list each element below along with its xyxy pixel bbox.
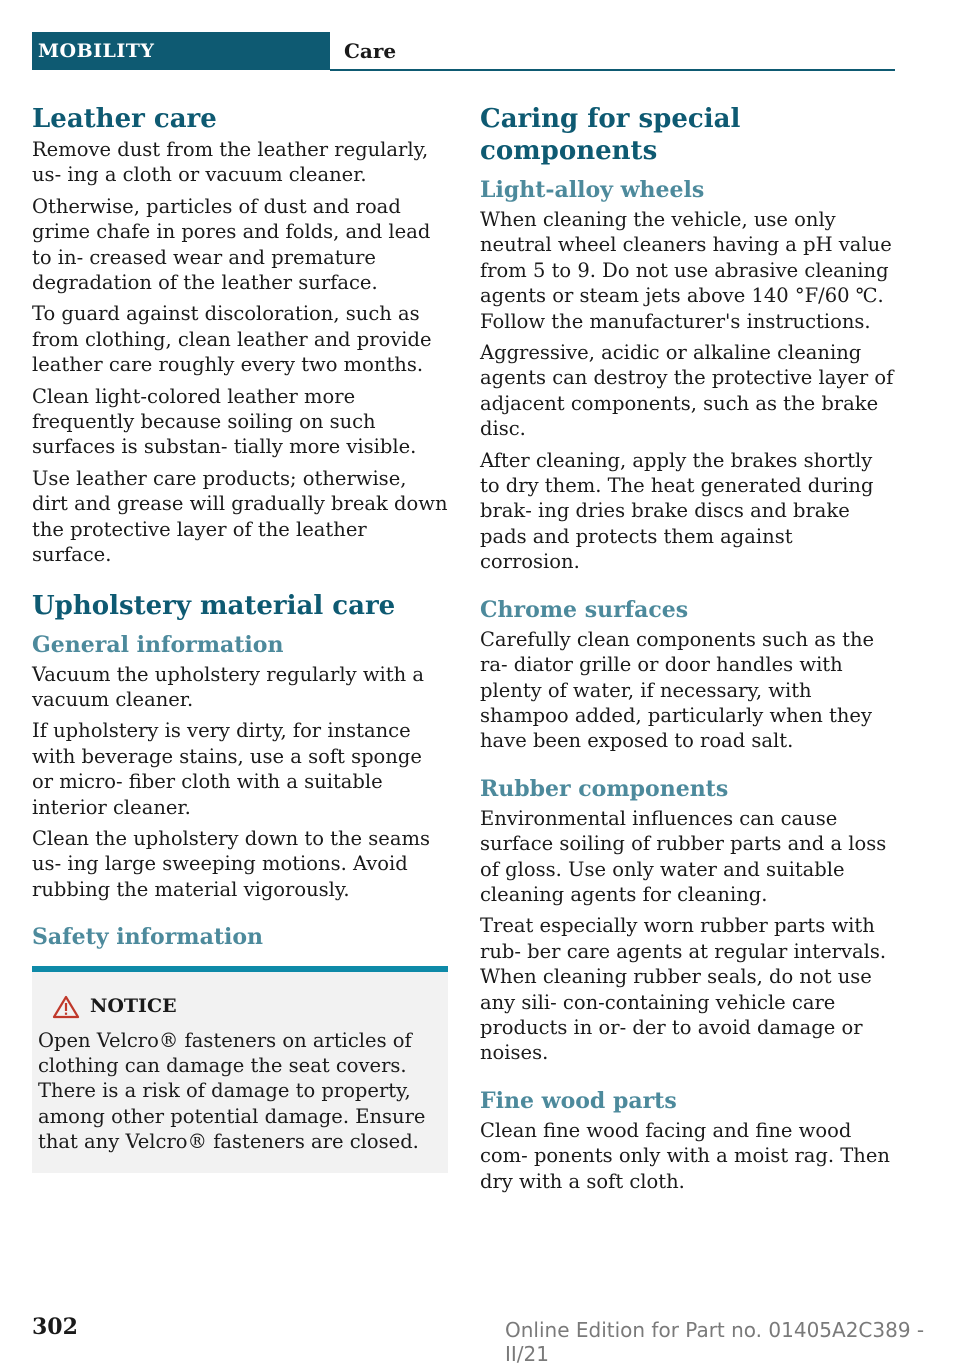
- heading-upholstery-care: Upholstery material care: [32, 590, 396, 621]
- page-number: 302: [32, 1314, 78, 1340]
- paragraph: To guard against discoloration, such as from clothing, clean leather and provide leather care roughly every two months.: [32, 302, 432, 377]
- paragraph: Otherwise, particles of dust and road grime chafe in pores and folds, and lead to in‐ creased wear and premature degradation of the leather surface.: [32, 194, 431, 295]
- subheading-safety-information: Safety information: [32, 924, 264, 951]
- subheading-rubber-components: Rubber components: [480, 775, 729, 802]
- paragraph: If upholstery is very dirty, for instance with beverage stains, use a soft sponge or micro‐ fiber cloth with a suitable interior cleaner.: [32, 719, 422, 819]
- heading-leather-care: Leather care: [32, 104, 217, 134]
- section-tab: MOBILITY: [32, 32, 330, 70]
- warning-triangle-icon: [52, 995, 80, 1019]
- paragraph: Clean the upholstery down to the seams us‐ ing large sweeping motions. Avoid rubbing the material vigorously.: [32, 826, 430, 901]
- paragraph: Use leather care products; otherwise, dirt and grease will gradually break down the protective layer of the leather surface.: [32, 466, 448, 567]
- chapter-title: Care: [344, 39, 397, 63]
- paragraph: Vacuum the upholstery regularly with a vacuum cleaner.: [32, 662, 424, 711]
- paragraph: When cleaning the vehicle, use only neutral wheel cleaners having a pH value from 5 to 9. Do not use abrasive cleaning agents or steam jets above 140 °F/60 ℃. Follow the manufacturer's instructions.: [480, 208, 892, 333]
- notice-header: [38, 994, 440, 1019]
- notice-box: [32, 966, 448, 1172]
- left-column: [32, 103, 448, 1173]
- paragraph: Carefully clean components such as the ra‐ diator grille or door handles with plenty of water, if necessary, with shampoo added, particularly when they have been exposed to road salt.: [480, 627, 875, 753]
- right-column: [480, 103, 896, 1200]
- subheading-light-alloy-wheels: Light-alloy wheels: [480, 177, 705, 203]
- footer-edition: Online Edition for Part no. 01405A2C389 - II/21: [505, 1318, 925, 1366]
- notice-title: NOTICE: [90, 995, 177, 1018]
- page-header: [32, 32, 895, 70]
- paragraph: Remove dust from the leather regularly, us‐ ing a cloth or vacuum cleaner.: [32, 138, 429, 187]
- subheading-chrome-surfaces: Chrome surfaces: [480, 596, 689, 623]
- paragraph: Environmental influences can cause surface soiling of rubber parts and a loss of gloss. Use only water and suitable cleaning agents for cleaning.: [480, 806, 887, 906]
- header-rule: [330, 69, 895, 71]
- paragraph: Treat especially worn rubber parts with rub‐ ber care agents at regular intervals. When cleaning rubber seals, do not use any sili‐ con-containing vehicle care products in or‐ der to avoid damage or noises.: [480, 914, 887, 1065]
- paragraph: After cleaning, apply the brakes shortly to dry them. The heat generated during brak‐ ing dries brake discs and brake pads and protects them against corrosion.: [480, 448, 874, 574]
- subheading-fine-wood-parts: Fine wood parts: [480, 1087, 677, 1114]
- paragraph: Clean fine wood facing and fine wood com‐ ponents only with a moist rag. Then dry with a soft cloth.: [480, 1118, 890, 1193]
- paragraph: Aggressive, acidic or alkaline cleaning agents can destroy the protective layer of adjacent components, such as the brake disc.: [480, 341, 894, 441]
- paragraph: Clean light-colored leather more frequently because soiling on such surfaces is substan‐ tially more visible.: [32, 384, 417, 459]
- notice-body: Open Velcro® fasteners on articles of clothing can damage the seat covers. There is a risk of damage to property, among other potential damage. Ensure that any Velcro® fasteners are closed.: [38, 1028, 426, 1154]
- subheading-general-information: General information: [32, 631, 284, 658]
- heading-special-components: Caring for special components: [480, 104, 741, 166]
